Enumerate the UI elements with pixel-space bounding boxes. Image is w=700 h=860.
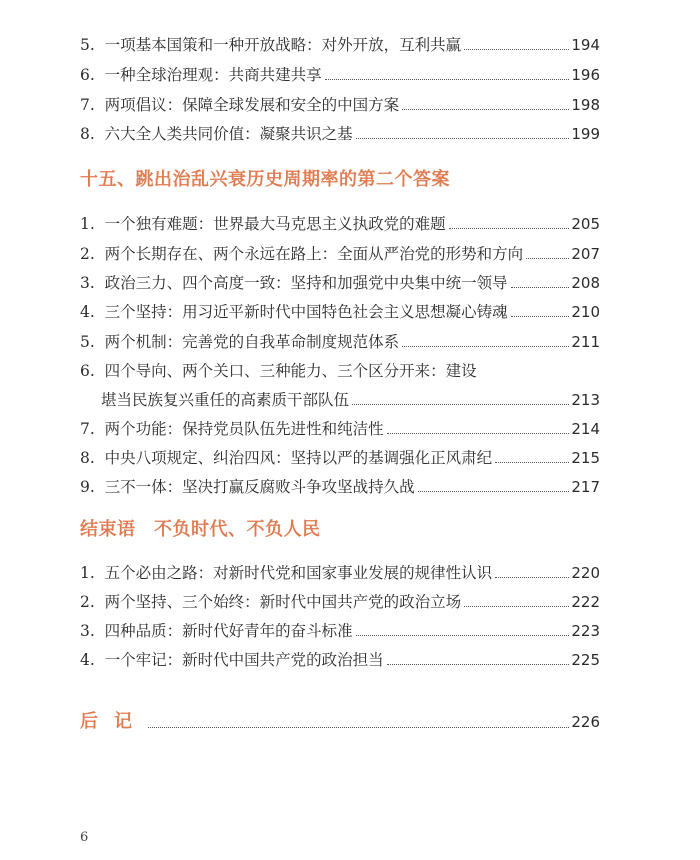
- entry-number: 1.: [80, 215, 95, 233]
- entry-title: 政治三力、四个高度一致：坚持和加强党中央集中统一领导: [104, 274, 508, 292]
- entry-number: 2.: [80, 593, 95, 611]
- entry-title: 五个必由之路：对新时代党和国家事业发展的规律性认识: [104, 564, 493, 582]
- entry-page: 207: [571, 245, 600, 263]
- toc-entry[interactable]: [80, 620, 600, 642]
- entry-number: 8.: [80, 125, 95, 143]
- toc-entry-line2[interactable]: [101, 389, 600, 411]
- entry-title-continued: 堪当民族复兴重任的高素质干部队伍: [101, 391, 350, 409]
- dot-leader: [464, 606, 569, 607]
- entry-number: 8.: [80, 449, 95, 467]
- entry-number: 6.: [80, 362, 95, 380]
- entry-page: 217: [571, 478, 600, 496]
- toc-entry[interactable]: [80, 562, 600, 584]
- dot-leader: [449, 228, 570, 229]
- dot-leader: [387, 664, 570, 665]
- entry-title: 四个导向、两个关口、三种能力、三个区分开来：建设: [104, 362, 477, 380]
- entry-title: 三不一体：坚决打赢反腐败斗争攻坚战持久战: [104, 478, 415, 496]
- entry-title: 中央八项规定、纠治四风：坚持以严的基调强化正风肃纪: [104, 449, 493, 467]
- entry-title: 两个功能：保持党员队伍先进性和纯洁性: [104, 420, 384, 438]
- toc-entry[interactable]: [80, 64, 600, 86]
- toc-entry[interactable]: [80, 301, 600, 323]
- entry-title: 三个坚持：用习近平新时代中国特色社会主义思想凝心铸魂: [104, 303, 508, 321]
- entry-title: 两个坚持、三个始终：新时代中国共产党的政治立场: [104, 593, 462, 611]
- dot-leader: [352, 404, 569, 405]
- entry-page: 205: [571, 215, 600, 233]
- entry-page: 226: [571, 713, 600, 731]
- toc-entry[interactable]: [80, 243, 600, 265]
- toc-entry[interactable]: [80, 418, 600, 440]
- entry-page: 194: [571, 36, 600, 54]
- dot-leader: [148, 727, 569, 728]
- toc-entry[interactable]: [80, 649, 600, 671]
- entry-title: 四种品质：新时代好青年的奋斗标准: [104, 622, 353, 640]
- entry-page: 220: [571, 564, 600, 582]
- entry-number: 7.: [80, 420, 95, 438]
- entry-page: 210: [571, 303, 600, 321]
- toc-entry[interactable]: [80, 34, 600, 56]
- entry-title: 一个独有难题：世界最大马克思主义执政党的难题: [104, 215, 446, 233]
- entry-number: 3.: [80, 274, 95, 292]
- section-heading[interactable]: 十五、跳出治乱兴衰历史周期率的第二个答案: [80, 169, 450, 190]
- toc-entry[interactable]: [80, 447, 600, 469]
- toc-entry[interactable]: [80, 331, 600, 353]
- dot-leader: [511, 316, 570, 317]
- toc-entry[interactable]: [80, 213, 600, 235]
- entry-number: 6.: [80, 66, 95, 84]
- dot-leader: [402, 109, 569, 110]
- dot-leader: [495, 462, 569, 463]
- dot-leader: [387, 433, 570, 434]
- entry-title: 一项基本国策和一种开放战略：对外开放，互利共赢: [104, 36, 462, 54]
- entry-page: 199: [571, 125, 600, 143]
- entry-page: 198: [571, 96, 600, 114]
- entry-page: 208: [571, 274, 600, 292]
- entry-number: 1.: [80, 564, 95, 582]
- toc-entry-line1[interactable]: [80, 360, 477, 382]
- toc-entry[interactable]: [80, 476, 600, 498]
- dot-leader: [511, 287, 570, 288]
- dot-leader: [356, 635, 570, 636]
- dot-leader: [325, 79, 570, 80]
- entry-page: 211: [571, 333, 600, 351]
- entry-page: 213: [571, 391, 600, 409]
- section-heading[interactable]: 结束语 不负时代、不负人民: [80, 519, 321, 540]
- entry-number: 4.: [80, 303, 95, 321]
- entry-number: 9.: [80, 478, 95, 496]
- page-number: 6: [80, 830, 89, 845]
- toc-entry[interactable]: [80, 591, 600, 613]
- entry-page: 196: [571, 66, 600, 84]
- toc-entry[interactable]: [80, 272, 600, 294]
- entry-number: 2.: [80, 245, 95, 263]
- entry-title: 两个长期存在、两个永远在路上：全面从严治党的形势和方向: [104, 245, 524, 263]
- entry-number: 7.: [80, 96, 95, 114]
- entry-title: 两个机制：完善党的自我革命制度规范体系: [104, 333, 400, 351]
- dot-leader: [526, 258, 569, 259]
- dot-leader: [356, 138, 570, 139]
- dot-leader: [464, 49, 569, 50]
- dot-leader: [418, 491, 570, 492]
- toc-entry[interactable]: [80, 123, 600, 145]
- entry-title: 六大全人类共同价值：凝聚共识之基: [104, 125, 353, 143]
- toc-entry[interactable]: [80, 94, 600, 116]
- entry-title: 两项倡议：保障全球发展和安全的中国方案: [104, 96, 400, 114]
- entry-page: 214: [571, 420, 600, 438]
- entry-page: 222: [571, 593, 600, 611]
- entry-page: 225: [571, 651, 600, 669]
- toc-entry-afterword[interactable]: [80, 710, 600, 734]
- entry-title: 一个牢记：新时代中国共产党的政治担当: [104, 651, 384, 669]
- entry-page: 215: [571, 449, 600, 467]
- entry-number: 5.: [80, 333, 95, 351]
- entry-page: 223: [571, 622, 600, 640]
- entry-number: 3.: [80, 622, 95, 640]
- dot-leader: [495, 577, 569, 578]
- dot-leader: [402, 346, 569, 347]
- entry-title: 一种全球治理观：共商共建共享: [104, 66, 322, 84]
- entry-number: 4.: [80, 651, 95, 669]
- afterword-title: 后记: [80, 711, 148, 732]
- entry-number: 5.: [80, 36, 95, 54]
